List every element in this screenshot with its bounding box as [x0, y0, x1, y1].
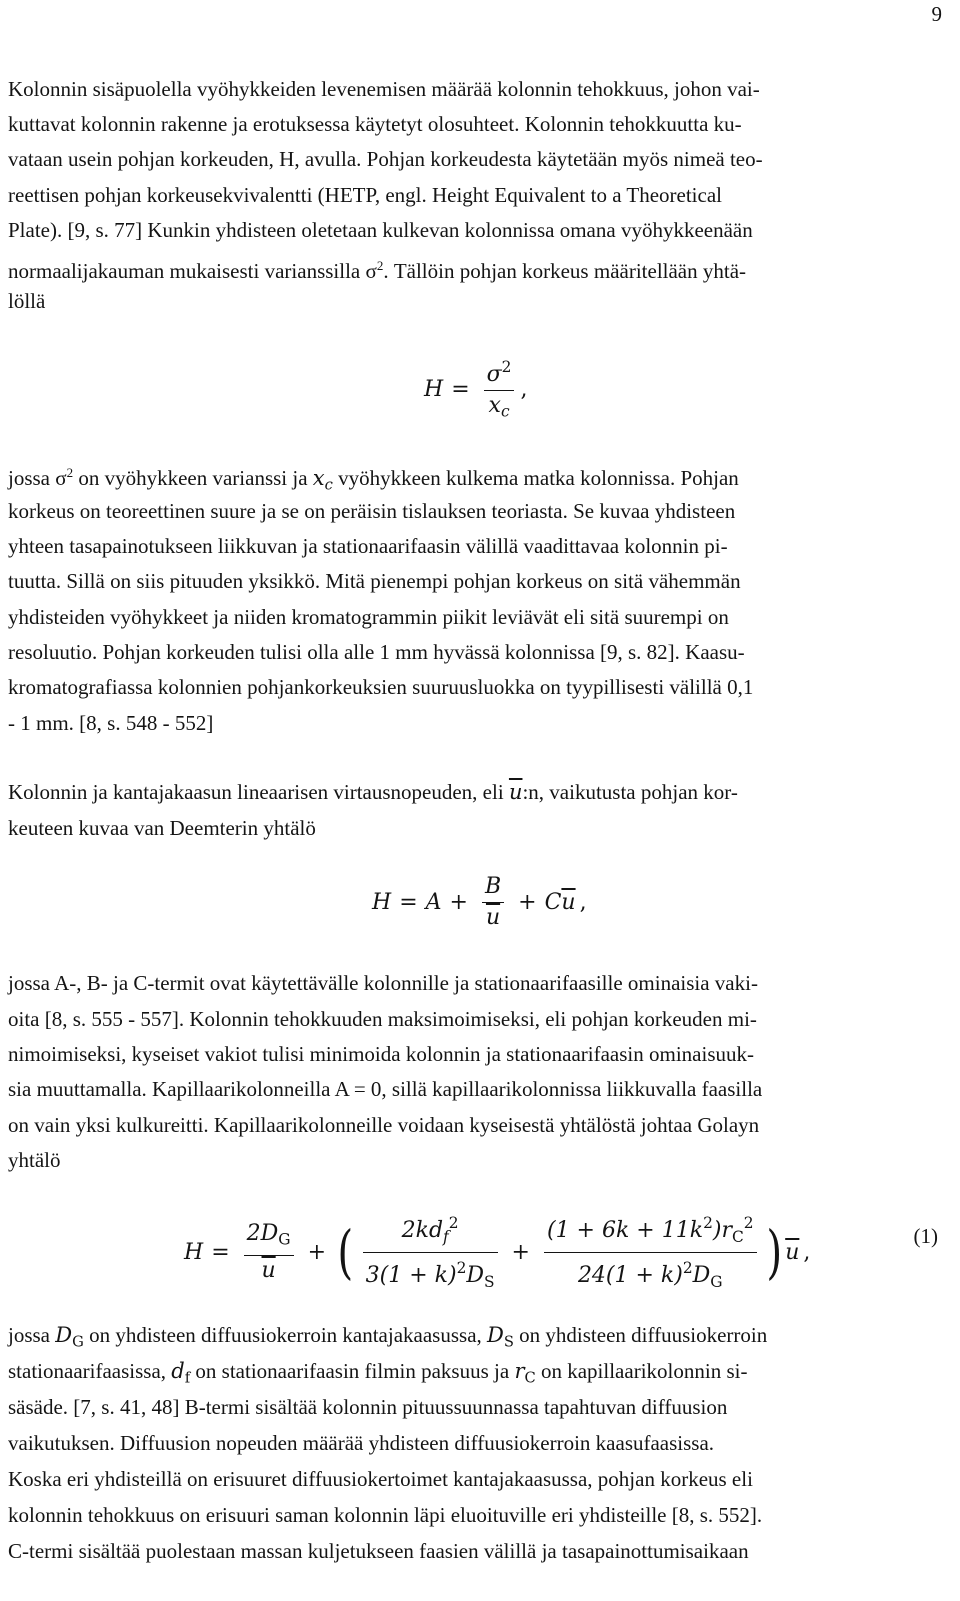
- text-line: - 1 mm. [8, s. 548 - 552]: [8, 711, 214, 735]
- right-parenthesis: ): [765, 1218, 782, 1287]
- text-line: säsäde. [7, s. 41, 48] B-termi sisältää kolonnin pituussuunnassa tapahtuvan diffuusion: [8, 1395, 728, 1419]
- math-var: D: [692, 1263, 711, 1289]
- math-var: H: [372, 890, 392, 915]
- math-var: 24(1 + k): [577, 1263, 683, 1289]
- text-span: jossa: [8, 1323, 56, 1347]
- text-line: kolonnin tehokkuus on erisuuri saman kolonnin läpi eluoituville eri yhdisteille [8, s. 552].: [8, 1503, 763, 1527]
- fraction: [484, 352, 515, 427]
- subscript: G: [710, 1272, 723, 1291]
- superscript: 2: [376, 258, 384, 273]
- equation-number: (1): [913, 1224, 938, 1248]
- subscript: G: [72, 1333, 84, 1351]
- text-line: yhtälö: [8, 1148, 61, 1172]
- page-number: 9: [931, 2, 942, 26]
- text-span: on yhdisteen diffuusiokerroin kantajakaasussa,: [83, 1323, 488, 1347]
- text-line: tuutta. Sillä on siis pituuden yksikkö. Mitä pienempi pohjan korkeus on sitä vähemmän: [8, 569, 741, 593]
- text-line: vaikutuksen. Diffuusion nopeuden määrää yhdisteen diffuusiokerroin kaasufaasissa.: [8, 1431, 715, 1455]
- fraction: [544, 1208, 757, 1297]
- math-operator: =: [211, 1239, 230, 1265]
- fraction-denominator: u: [261, 1257, 276, 1283]
- text-span: . Tällöin pohjan korkeus määritellään yhtä-: [383, 259, 747, 283]
- math-punct: ,: [520, 376, 528, 402]
- left-parenthesis: (: [337, 1218, 354, 1287]
- subscript: C: [524, 1369, 536, 1387]
- superscript: 2: [743, 1214, 754, 1232]
- fraction-numerator: [484, 352, 515, 390]
- math-operator: +: [518, 890, 537, 915]
- text-line: yhdisteiden vyöhykkeet ja niiden kromatogrammin piikit leviävät eli sitä suurempi on: [8, 605, 729, 629]
- subscript: f: [443, 1227, 449, 1246]
- math-punct: ,: [803, 1239, 811, 1265]
- fraction-numerator: B: [484, 874, 502, 899]
- math-var: x: [312, 466, 325, 490]
- superscript: 2: [448, 1214, 459, 1232]
- math-operator: =: [451, 376, 470, 402]
- equation-plate-height: [424, 352, 527, 427]
- text-span: on yhdisteen diffuusiokerroin: [513, 1323, 768, 1347]
- text-span: on vyöhykkeen varianssi ja: [73, 466, 313, 490]
- fraction-numerator: [244, 1219, 294, 1255]
- text-span: jossa σ: [8, 466, 67, 490]
- text-span: stationaarifaasissa,: [8, 1359, 172, 1383]
- fraction-numerator: [544, 1208, 757, 1252]
- text-line: keuteen kuvaa van Deemterin yhtälö: [8, 816, 316, 840]
- math-var: H: [424, 376, 444, 402]
- math-var: x: [488, 393, 501, 419]
- math-var: r: [514, 1359, 525, 1383]
- text-line: kromatografiassa kolonnien pohjankorkeuksien suuruusluokka on tyypillisesti välillä 0,1: [8, 675, 754, 699]
- math-var: A: [425, 890, 442, 915]
- text-span: vyöhykkeen kulkema matka kolonnissa. Pohjan: [332, 466, 739, 490]
- math-var: )r: [712, 1218, 732, 1244]
- text-line: Plate). [9, s. 77] Kunkin yhdisteen oletetaan kulkevan kolonnissa omana vyöhykkeenään: [8, 218, 753, 242]
- math-var: H: [184, 1239, 204, 1265]
- text-line: C-termi sisältää puolestaan massan kuljetukseen faasien välillä ja tasapainottumisaikaan: [8, 1539, 749, 1563]
- math-var: $\overline{u}$: [561, 890, 576, 915]
- math-var: D: [466, 1263, 484, 1289]
- subscript: G: [278, 1230, 291, 1249]
- fraction-numerator: [399, 1208, 462, 1252]
- math-var: d: [171, 1359, 185, 1383]
- superscript: 2: [501, 358, 512, 376]
- fraction: [363, 1208, 498, 1297]
- math-var: $\overline{u}$: [785, 1239, 800, 1265]
- superscript: 2: [703, 1214, 713, 1232]
- subscript: S: [503, 1333, 514, 1351]
- math-operator: +: [511, 1239, 530, 1265]
- text-line: vataan usein pohjan korkeuden, H, avulla. Pohjan korkeudesta käytetään myös nimeä teo-: [8, 147, 763, 171]
- text-line: yhteen tasapainotukseen liikkuvan ja stationaarifaasin välillä vaadittavaa kolonnin pi-: [8, 534, 728, 558]
- equation-van-deemter: [372, 872, 587, 933]
- text-line: löllä: [8, 289, 46, 313]
- fraction-denominator: [486, 391, 513, 427]
- text-line: sia muuttamalla. Kapillaarikolonneilla A = 0, sillä kapillaarikolonnissa liikkuvalla faasilla: [8, 1077, 763, 1101]
- math-var: $\overline{u}$: [508, 780, 523, 804]
- math-var: C: [544, 890, 562, 915]
- text-line: resoluutio. Pohjan korkeuden tulisi olla alle 1 mm hyvässä kolonnissa [9, s. 82]. Kaasu-: [8, 640, 745, 664]
- math-var: (1 + 6k + 11k: [546, 1218, 704, 1244]
- text-span: Kolonnin ja kantajakaasun lineaarisen virtausnopeuden, eli: [8, 780, 509, 804]
- text-line: nimoimiseksi, kyseiset vakiot tulisi minimoida kolonnin ja stationaarifaasin ominaisuuk-: [8, 1042, 754, 1066]
- text-line: on vain yksi kulkureitti. Kapillaarikolonneille voidaan kyseisestä yhtälöstä johtaa Golayn: [8, 1113, 760, 1137]
- text-line: Kolonnin sisäpuolella vyöhykkeiden levenemisen määrää kolonnin tehokkuus, johon vai-: [8, 77, 760, 101]
- subscript: S: [484, 1272, 495, 1291]
- math-var: 3(1 + k): [365, 1263, 457, 1289]
- text-span: on kapillaarikolonnin si-: [535, 1359, 748, 1383]
- text-line: [8, 775, 938, 810]
- math-var: D: [487, 1323, 504, 1347]
- text-line: Koska eri yhdisteillä on erisuuret diffuusiokertoimet kantajakaasussa, pohjan korkeus eli: [8, 1467, 753, 1491]
- fraction: [482, 872, 504, 933]
- math-var: 2D: [246, 1221, 279, 1247]
- subscript: f: [184, 1369, 191, 1387]
- subscript: C: [731, 1227, 744, 1246]
- text-line: oita [8, s. 555 - 557]. Kolonnin tehokkuuden maksimoimiseksi, eli pohjan korkeuden mi-: [8, 1007, 757, 1031]
- text-line: kuttavat kolonnin rakenne ja erotuksessa käytetyt olosuhteet. Kolonnin tehokkuutta ku-: [8, 112, 742, 136]
- math-punct: ,: [579, 890, 587, 915]
- fraction: [244, 1219, 294, 1286]
- subscript: c: [500, 402, 510, 421]
- fraction-denominator: [575, 1253, 726, 1297]
- subscript: c: [324, 476, 333, 494]
- math-var: D: [55, 1323, 73, 1347]
- math-var: 2kd: [401, 1218, 444, 1244]
- math-var: σ: [486, 362, 502, 388]
- superscript: 2: [456, 1258, 467, 1277]
- text-line: reettisen pohjan korkeusekvivalentti (HETP, engl. Height Equivalent to a Theoretical: [8, 183, 722, 207]
- equation-golay: [184, 1208, 810, 1297]
- math-operator: +: [307, 1239, 326, 1265]
- text-span: on stationaarifaasin filmin paksuus ja: [190, 1359, 515, 1383]
- fraction-denominator: [363, 1253, 498, 1297]
- superscript: 2: [682, 1258, 693, 1277]
- text-line: jossa A-, B- ja C-termit ovat käytettävälle kolonnille ja stationaarifaasille ominaisia vaki-: [8, 971, 758, 995]
- text-span: :n, vaikutusta pohjan kor-: [522, 780, 738, 804]
- math-operator: +: [449, 890, 468, 915]
- math-operator: =: [399, 890, 418, 915]
- superscript: 2: [66, 465, 74, 480]
- text-span: normaalijakauman mukaisesti varianssilla σ: [8, 259, 377, 283]
- fraction-denominator: u: [485, 905, 501, 930]
- text-line: korkeus on teoreettinen suure ja se on peräisin tislauksen teoriasta. Se kuvaa yhdisteen: [8, 499, 736, 523]
